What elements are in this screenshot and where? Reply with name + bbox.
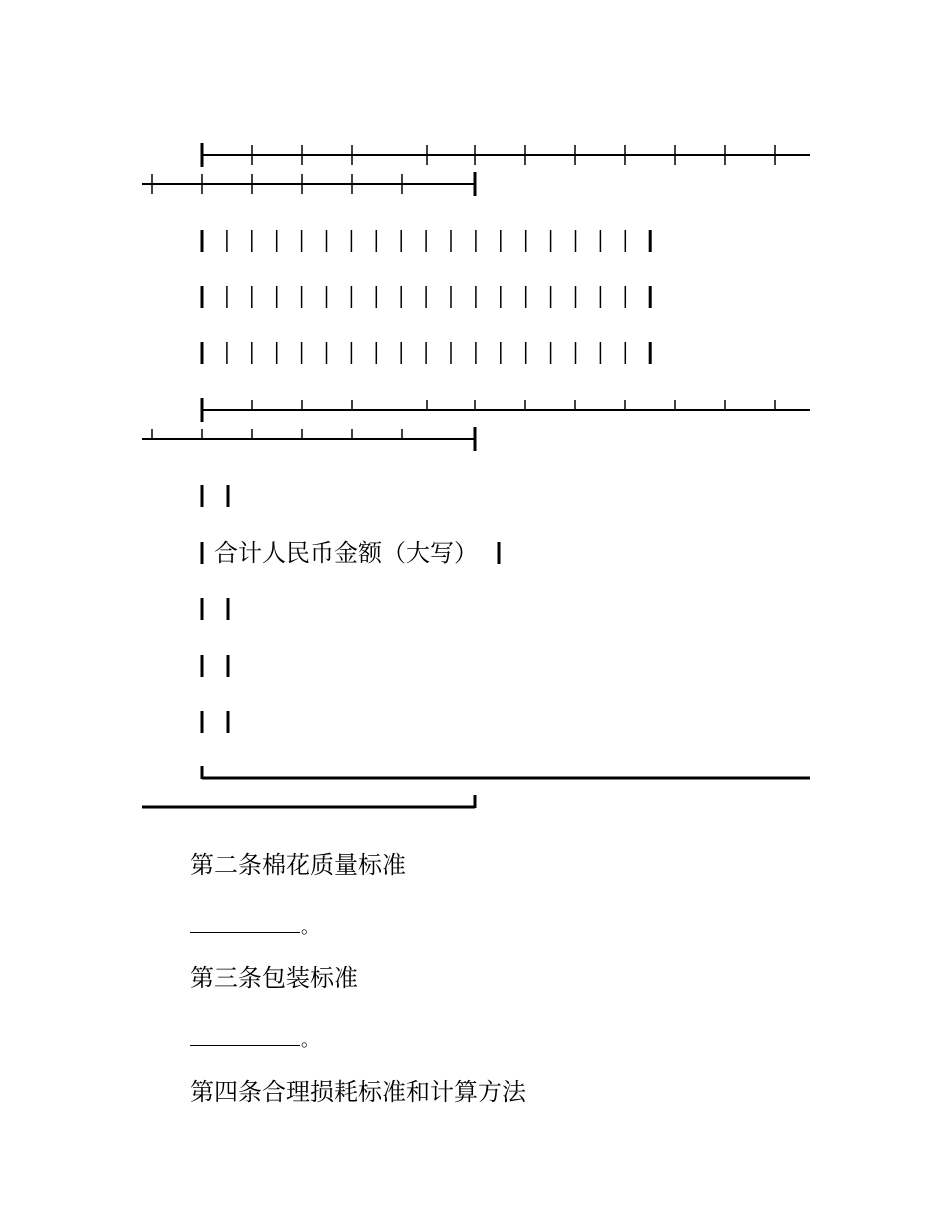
clause-3-period: 。	[301, 1030, 319, 1051]
clause-4-title: 第四条合理损耗标准和计算方法	[190, 1078, 526, 1106]
clause-3-title: 第三条包装标准	[190, 964, 358, 992]
total-amount-label: 合计人民币金额（大写）	[214, 539, 478, 567]
clause-2-fill-blank	[190, 932, 300, 933]
clause-2-title: 第二条棉花质量标准	[190, 851, 406, 879]
clause-2-period: 。	[301, 917, 319, 938]
clause-3-fill-blank	[190, 1045, 300, 1046]
